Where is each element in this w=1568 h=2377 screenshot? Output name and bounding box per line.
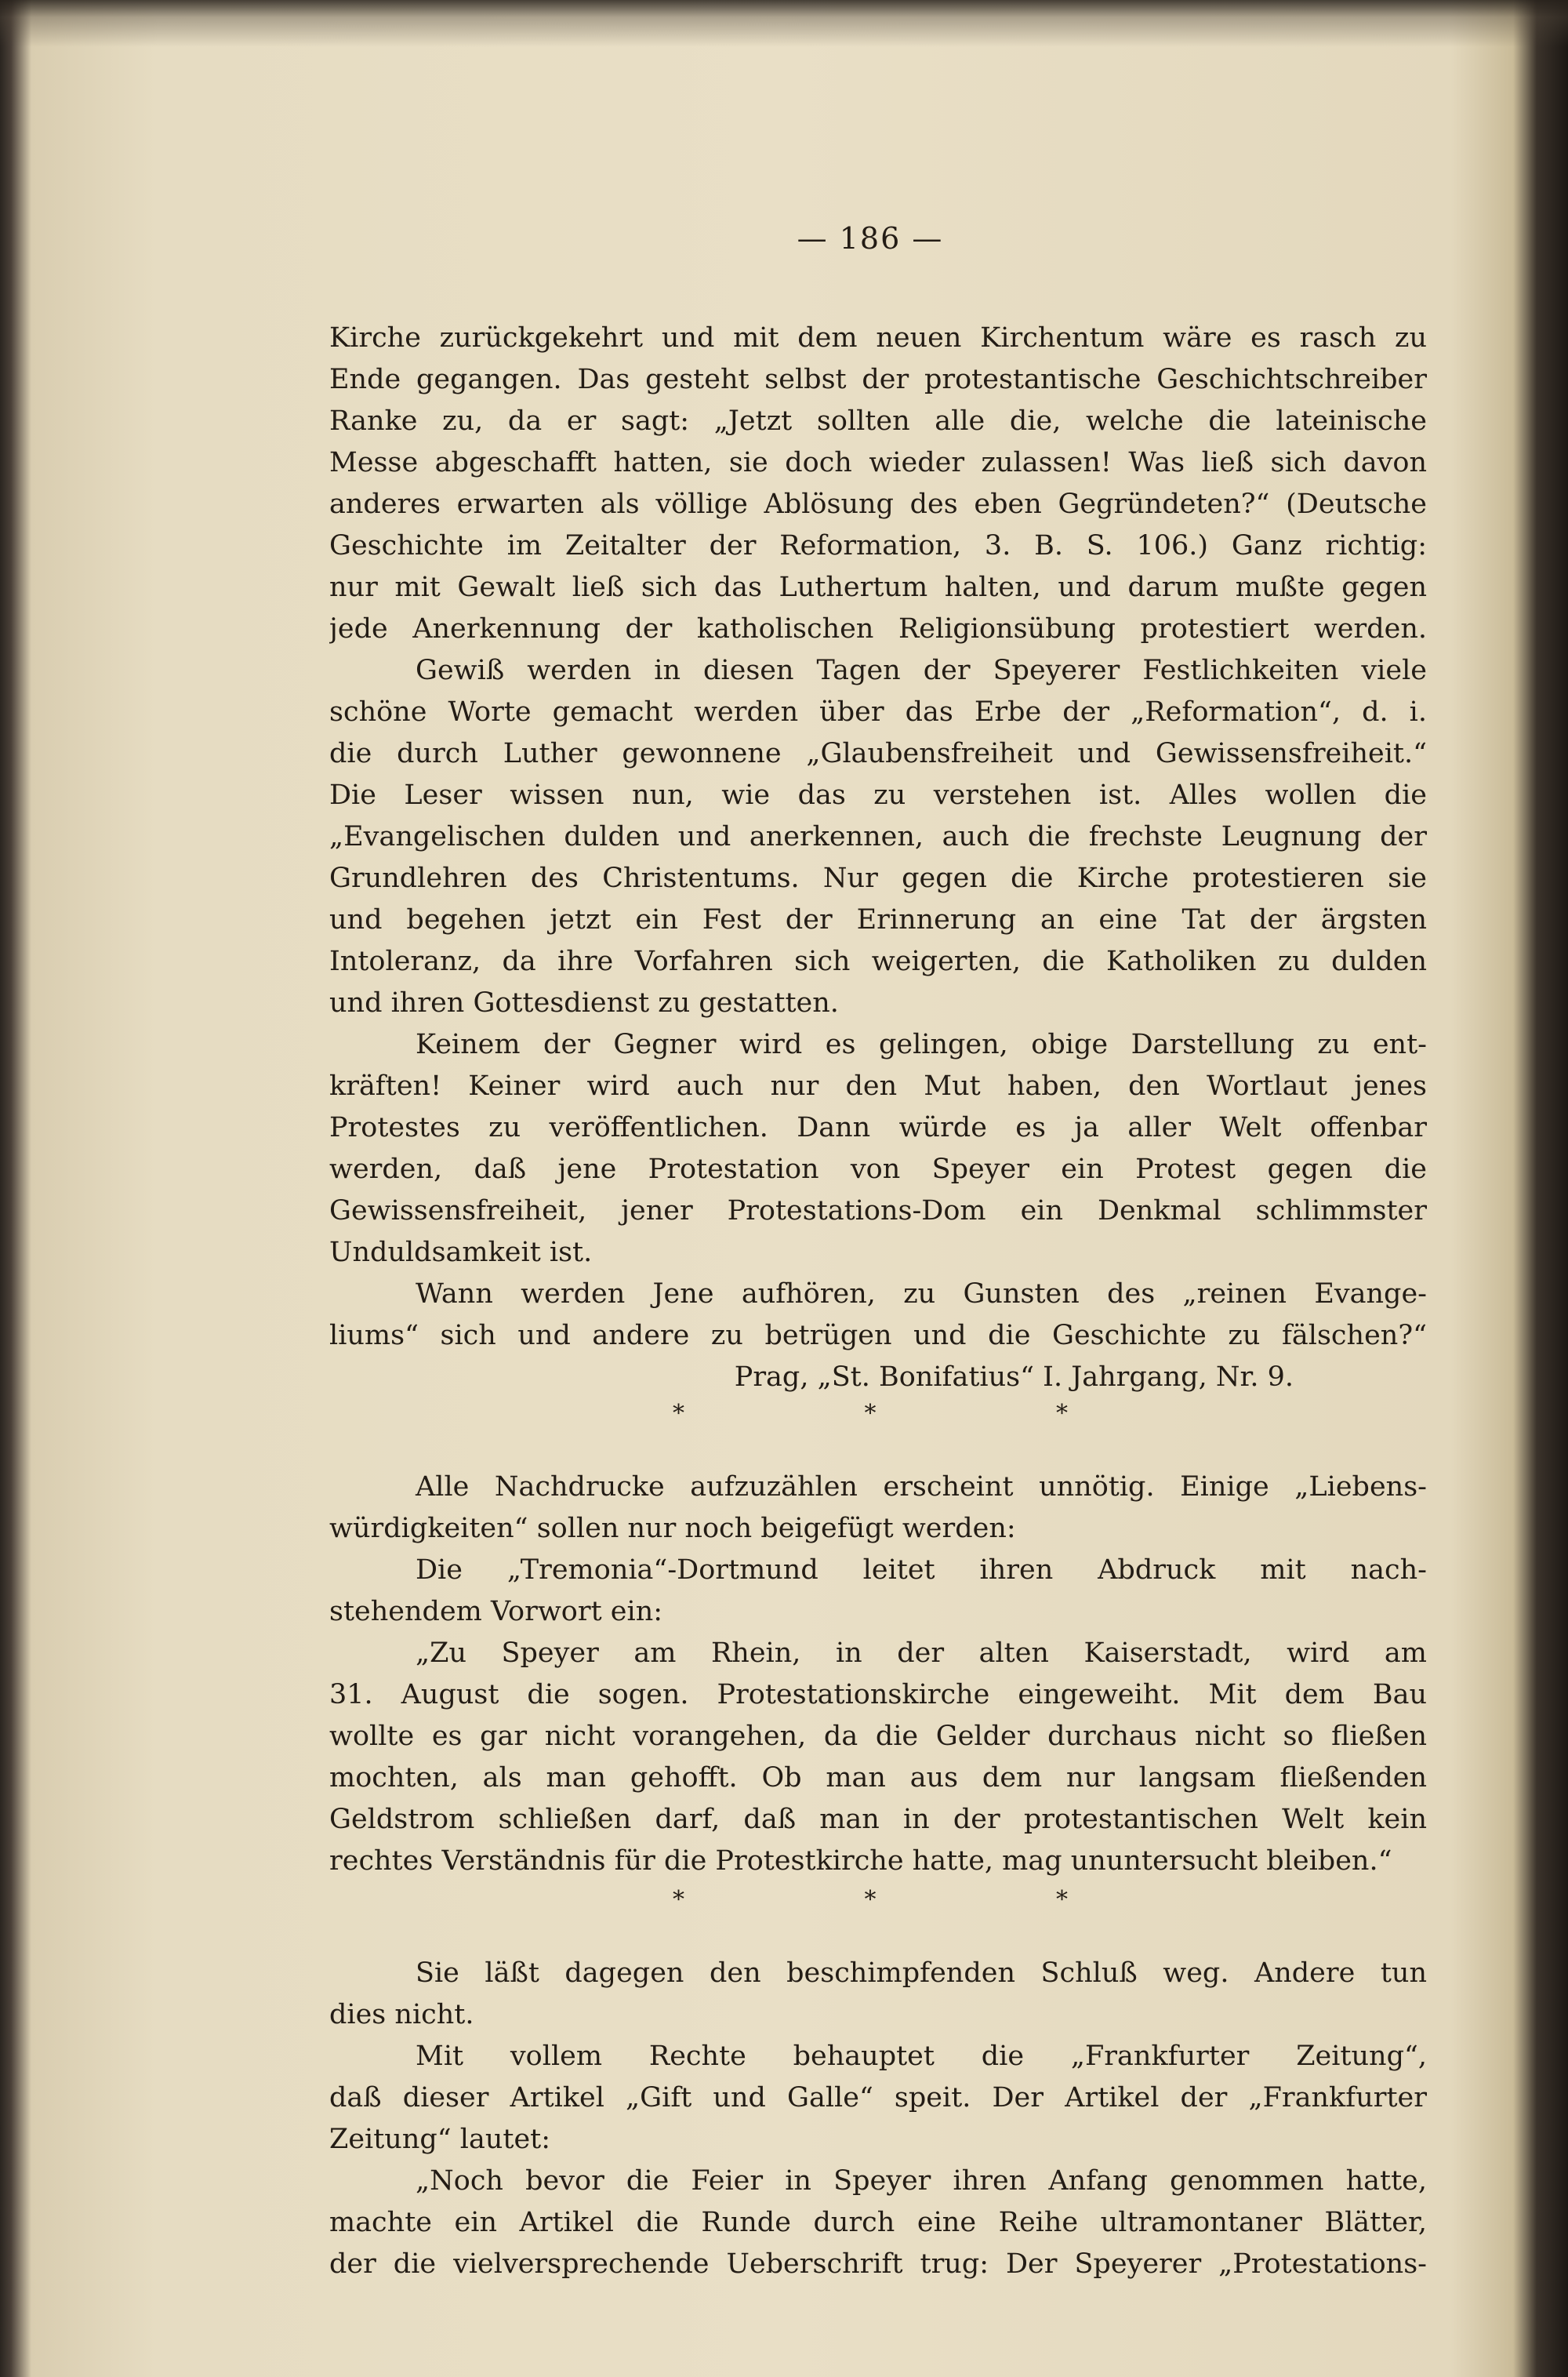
text-line: stehendem Vorwort ein: xyxy=(329,1596,663,1627)
text-line: mochten, als man gehofft. Ob man aus dem nur langsam fließenden xyxy=(329,1762,1427,1794)
paragraph-start: Alle Nachdrucke aufzuzählen erscheint unnötig. Einige „Liebens- xyxy=(416,1471,1427,1503)
text-line: Zeitung“ lautet: xyxy=(329,2124,551,2155)
text-line: nur mit Gewalt ließ sich das Luthertum halten, und darum mußte gegen xyxy=(329,572,1427,603)
text-line: Geldstrom schließen darf, daß man in der protestantischen Welt kein xyxy=(329,1804,1427,1835)
text-line: jede Anerkennung der katholischen Religionsübung protestiert werden. xyxy=(329,613,1427,645)
text-line: rechtes Verständnis für die Protestkirche hatte, mag ununtersucht bleiben.“ xyxy=(329,1845,1392,1877)
text-line: dies nicht. xyxy=(329,1999,474,2030)
source-citation: Prag, „St. Bonifatius“ I. Jahrgang, Nr. 9. xyxy=(734,1361,1294,1393)
text-line: Ende gegangen. Das gesteht selbst der protestantische Geschichtschreiber xyxy=(329,364,1427,395)
paragraph-start: Sie läßt dagegen den beschimpfenden Schluß weg. Andere tun xyxy=(416,1957,1427,1989)
text-line: Grundlehren des Christentums. Nur gegen die Kirche protestieren sie xyxy=(329,863,1427,894)
paragraph-start: Wann werden Jene aufhören, zu Gunsten des „reinen Evange- xyxy=(416,1278,1427,1310)
text-line: Intoleranz, da ihre Vorfahren sich weigerten, die Katholiken zu dulden xyxy=(329,946,1427,977)
paragraph-start: Mit vollem Rechte behauptet die „Frankfurter Zeitung“, xyxy=(416,2041,1427,2072)
text-line: Geschichte im Zeitalter der Reformation, 3. B. S. 106.) Ganz richtig: xyxy=(329,530,1427,562)
page-number: — 186 — xyxy=(797,221,944,256)
text-line: anderes erwarten als völlige Ablösung des eben Gegründeten?“ (Deutsche xyxy=(329,489,1427,520)
text-line: und begehen jetzt ein Fest der Erinnerung an eine Tat der ärgsten xyxy=(329,904,1427,936)
paragraph-start: Gewiß werden in diesen Tagen der Speyerer Festlichkeiten viele xyxy=(416,655,1427,686)
text-line: Gewissensfreiheit, jener Protestations-Dom ein Denkmal schlimmster xyxy=(329,1195,1427,1227)
text-line: Kirche zurückgekehrt und mit dem neuen Kirchentum wäre es rasch zu xyxy=(329,322,1427,354)
text-line: werden, daß jene Protestation von Speyer ein Protest gegen die xyxy=(329,1154,1427,1185)
book-page xyxy=(314,0,1427,2377)
text-line: wollte es gar nicht vorangehen, da die Gelder durchaus nicht so fließen xyxy=(329,1721,1427,1752)
text-line: Die Leser wissen nun, wie das zu verstehen ist. Alles wollen die xyxy=(329,780,1427,811)
text-line: und ihren Gottesdienst zu gestatten. xyxy=(329,987,839,1019)
paragraph-start: Keinem der Gegner wird es gelingen, obige Darstellung zu ent- xyxy=(416,1029,1427,1060)
section-separator: * * * xyxy=(672,1400,1155,1427)
text-line: daß dieser Artikel „Gift und Galle“ speit. Der Artikel der „Frankfurter xyxy=(329,2082,1427,2113)
text-line: 31. August die sogen. Protestationskirche eingeweiht. Mit dem Bau xyxy=(329,1679,1427,1710)
text-line: machte ein Artikel die Runde durch eine Reihe ultramontaner Blätter, xyxy=(329,2207,1427,2238)
text-line: die durch Luther gewonnene „Glaubensfreiheit und Gewissensfreiheit.“ xyxy=(329,738,1427,769)
text-line: liums“ sich und andere zu betrügen und die Geschichte zu fälschen?“ xyxy=(329,1320,1427,1351)
quote-start: „Noch bevor die Feier in Speyer ihren Anfang genommen hatte, xyxy=(416,2165,1427,2197)
quote-start: „Zu Speyer am Rhein, in der alten Kaiserstadt, wird am xyxy=(416,1637,1427,1669)
text-line: Ranke zu, da er sagt: „Jetzt sollten alle die, welche die lateinische xyxy=(329,405,1427,437)
text-line: kräften! Keiner wird auch nur den Mut haben, den Wortlaut jenes xyxy=(329,1070,1427,1102)
paragraph-start: Die „Tremonia“-Dortmund leitet ihren Abdruck mit nach- xyxy=(416,1554,1427,1586)
text-line: Messe abgeschafft hatten, sie doch wieder zulassen! Was ließ sich davon xyxy=(329,447,1427,478)
text-line: schöne Worte gemacht werden über das Erbe der „Reformation“, d. i. xyxy=(329,696,1427,728)
text-line: „Evangelischen dulden und anerkennen, auch die frechste Leugnung der xyxy=(329,821,1427,852)
text-line: Unduldsamkeit ist. xyxy=(329,1237,593,1268)
text-line: würdigkeiten“ sollen nur noch beigefügt werden: xyxy=(329,1513,1016,1544)
text-line: der die vielversprechende Ueberschrift trug: Der Speyerer „Protestations- xyxy=(329,2248,1427,2280)
section-separator: * * * xyxy=(672,1886,1155,1914)
text-line: Protestes zu veröffentlichen. Dann würde es ja aller Welt offenbar xyxy=(329,1112,1427,1143)
